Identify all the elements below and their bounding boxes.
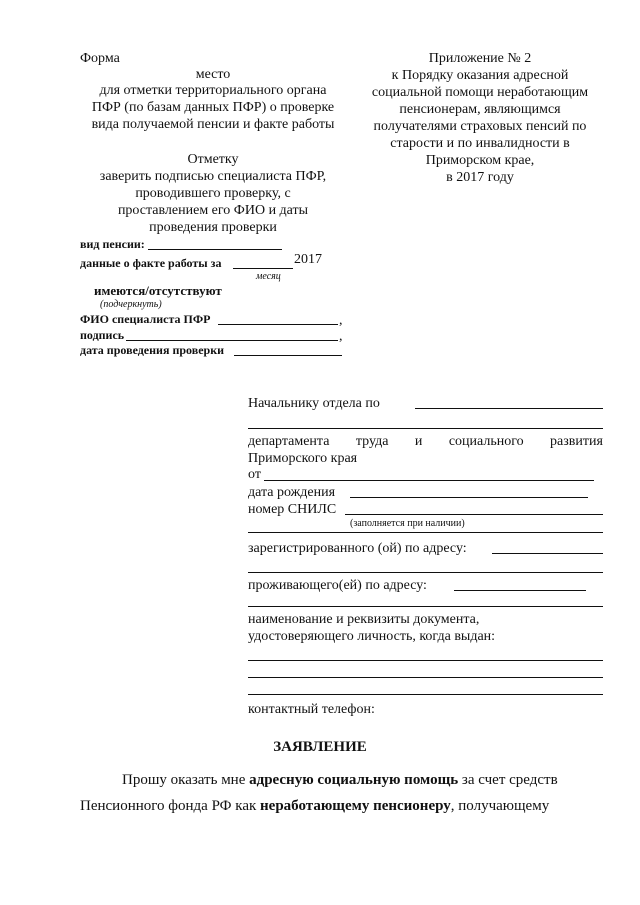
living-address-field-2[interactable] <box>248 606 603 607</box>
work-fact-year: 2017 <box>294 252 322 267</box>
mark-line-2: заверить подписью специалиста ПФР, <box>99 169 327 184</box>
signature-comma: , <box>339 329 343 344</box>
region-label: Приморского края <box>248 451 358 466</box>
body-line-2 <box>80 794 549 818</box>
appendix-line-8: в 2017 году <box>446 170 514 185</box>
underline-caption: (подчеркнуть) <box>100 299 162 310</box>
pension-type-label: вид пенсии: <box>80 237 145 251</box>
form-label: Форма <box>80 51 120 66</box>
body-line-1-c: за счет средств <box>458 772 558 788</box>
body-line-2-a: Пенсионного фонда РФ как <box>80 798 261 814</box>
place-line-4: вида получаемой пенсии и факте работы <box>91 117 335 132</box>
dept-word-3: и <box>414 434 423 449</box>
pension-type-field[interactable] <box>148 249 282 250</box>
body-line-1 <box>122 768 558 792</box>
specialist-comma: , <box>339 313 343 328</box>
department-line <box>248 433 603 451</box>
appendix-line-6: старости и по инвалидности в <box>390 136 570 151</box>
appendix-line-5: получателями страховых пенсий по <box>373 119 587 134</box>
signature-field[interactable] <box>126 340 338 341</box>
document-field-2[interactable] <box>248 677 603 678</box>
phone-label: контактный телефон: <box>248 702 375 717</box>
body-line-2-bold: неработающему пенсионеру <box>260 798 451 814</box>
registered-address-field[interactable] <box>492 553 603 554</box>
specialist-label: ФИО специалиста ПФР <box>80 312 211 326</box>
place-line-1: место <box>195 67 231 82</box>
statement-title: ЗАЯВЛЕНИЕ <box>273 739 367 755</box>
document-field-3[interactable] <box>248 694 603 695</box>
department-field-2[interactable] <box>248 428 603 429</box>
work-fact-label: данные о факте работы за <box>80 256 222 270</box>
snils-caption: (заполняется при наличии) <box>350 518 465 529</box>
mark-line-1: Отметку <box>187 152 239 167</box>
check-date-field[interactable] <box>234 355 342 356</box>
snils-field[interactable] <box>345 514 603 515</box>
check-date-label: дата проведения проверки <box>80 343 225 357</box>
mark-line-3: проводившего проверку, с <box>135 186 291 201</box>
registered-label: зарегистрированного (ой) по адресу: <box>248 541 467 556</box>
presence-label: имеются/отсутствуют <box>94 283 222 298</box>
document-line-1: наименование и реквизиты документа, <box>248 612 480 627</box>
body-line-1-a: Прошу оказать мне <box>122 772 250 788</box>
snils-label: номер СНИЛС <box>248 502 337 517</box>
from-field[interactable] <box>264 480 594 481</box>
appendix-line-1: Приложение № 2 <box>428 51 532 66</box>
document-line-2: удостоверяющего личность, когда выдан: <box>248 629 496 644</box>
head-to-label: Начальнику отдела по <box>248 396 380 411</box>
from-label: от <box>248 467 261 482</box>
dept-word-5: развития <box>550 434 603 449</box>
work-fact-month-field[interactable] <box>233 268 293 269</box>
signature-label: подпись <box>80 328 125 342</box>
month-caption: месяц <box>256 271 281 282</box>
appendix-line-4: пенсионерам, являющимся <box>399 102 561 117</box>
place-line-3: ПФР (по базам данных ПФР) о проверке <box>91 100 335 115</box>
dept-word-2: труда <box>355 434 389 449</box>
birth-date-field[interactable] <box>350 497 588 498</box>
mark-line-4: проставлением его ФИО и даты <box>117 203 309 218</box>
birth-label: дата рождения <box>248 485 336 500</box>
dept-word-4: социального <box>448 434 524 449</box>
snils-bottom-line <box>248 532 603 533</box>
department-field-1[interactable] <box>415 408 603 409</box>
mark-line-5: проведения проверки <box>149 220 277 235</box>
appendix-line-3: социальной помощи неработающим <box>371 85 589 100</box>
dept-word-1: департамента <box>248 434 330 449</box>
body-line-2-c: , получающему <box>450 798 550 814</box>
body-line-1-bold: адресную социальную помощь <box>249 772 459 788</box>
appendix-line-2: к Порядку оказания адресной <box>391 68 569 83</box>
document-field-1[interactable] <box>248 660 603 661</box>
living-address-field[interactable] <box>454 590 586 591</box>
specialist-field[interactable] <box>218 324 338 325</box>
registered-address-field-2[interactable] <box>248 572 603 573</box>
place-line-2: для отметки территориального органа <box>99 83 327 98</box>
living-label: проживающего(ей) по адресу: <box>248 578 427 593</box>
appendix-line-7: Приморском крае, <box>425 153 535 168</box>
